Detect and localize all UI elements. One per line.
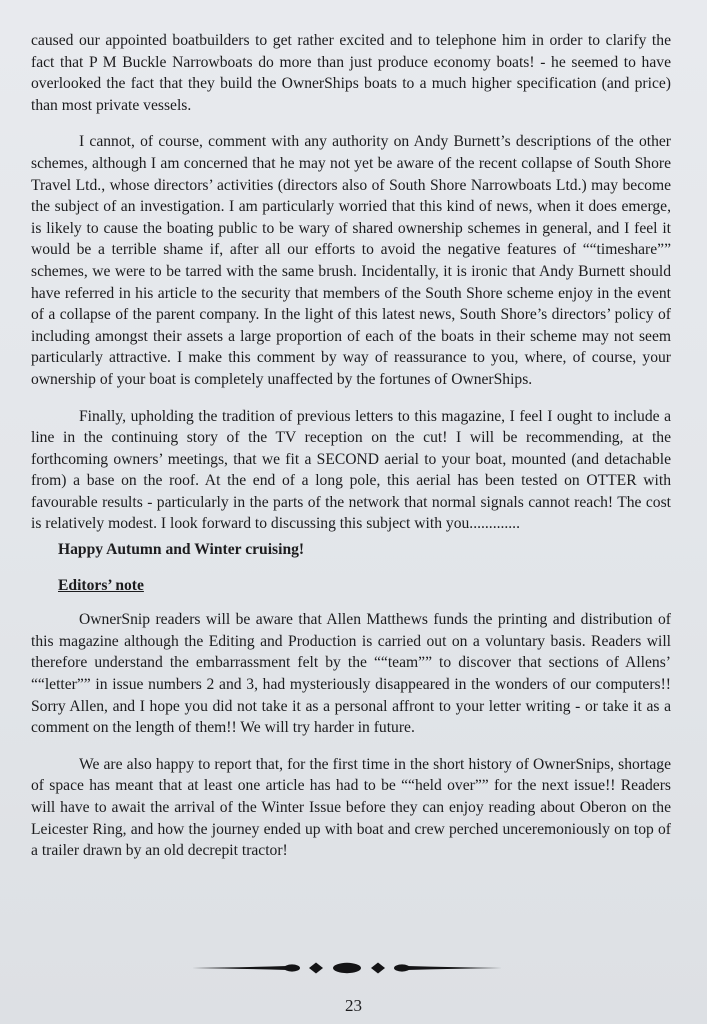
editors-note-paragraph-2: We are also happy to report that, for the first time in the short history of OwnerSnips, shortage of space has meant that at least one article has had to be ““held over”” for the next issue!! Readers will have to await the arrival of the Winter Issue before they can enjoy reading about Oberon on the Leicester Ring, and how the journey ended up with boat and crew perched unceremoniously on top of a trailer drawn by an old decrepit tractor! — [31, 755, 671, 860]
editors-note-paragraph-1: OwnerSnip readers will be aware that Allen Matthews funds the printing and distribution of this magazine although the Editing and Production is carried out on a voluntary basis. Readers will therefore understand the embarrassment felt by the ““team”” to discover that sections of Allens’ ““letter”” in issue numbers 2 and 3, had mysteriously disappeared in the wonders of our computers!! Sorry Allen, and I hope you did not take it as a personal affront to your letter writing - or take it as a comment on the length of them!! We will try harder in future. — [31, 611, 671, 737]
editors-note-heading: Editors’ note — [58, 576, 144, 594]
letter-paragraph-schemes: I cannot, of course, comment with any authority on Andy Burnett’s descriptions of the other schemes, although I am concerned that he may not yet be aware of the recent collapse of South Shore Travel Ltd., whose directors’ activities (directors also of South Shore Narrowboats Ltd.) may become the subject of an investigation. I am particularly worried that this kind of news, when it does emerge, is likely to cause the boating public to be wary of shared ownership schemes in general, and I feel it would be a terrible shame if, after all our efforts to avoid the negative features of ““timeshare”” schemes, we were to be tarred with the same brush. Incidentally, it is ironic that Andy Burnett should have referred in his article to the security that members of the South Shore scheme enjoy in the event of a collapse of the parent company. In the light of this latest news, South Shore’s directors’ policy of including amongst their assets a large proportion of each of the boats in their scheme may not seem particularly attractive. I make this comment by way of reassurance to you, where, of course, your ownership of your boat is completely unaffected by the fortunes of OwnerShips. — [31, 133, 671, 388]
ornamental-divider-icon — [192, 958, 502, 978]
letter-paragraph-tv-reception: Finally, upholding the tradition of previous letters to this magazine, I feel I ought to include a line in the continuing story of the TV reception on the cut! I will be recommending, at the forthcoming owners’ meetings, that we fit a SECOND aerial to your boat, mounted (and detachable from) a base on the roof. At the end of a long pole, this aerial has been tested on OTTER with favourable results - particularly in the parts of the network that normal signals cannot reach! The cost is relatively modest. I look forward to discussing this subject with you............. — [31, 407, 671, 533]
page-number: 23 — [345, 996, 362, 1015]
letter-closing: Happy Autumn and Winter cruising! — [58, 541, 305, 559]
letter-paragraph-continued: caused our appointed boatbuilders to get rather excited and to telephone him in order to clarify the fact that P M Buckle Narrowboats do more than just produce economy boats! - he seemed to have overlooked the fact that they build the OwnerShips boats to a much higher specification (and price) than most private vessels. — [31, 32, 671, 114]
